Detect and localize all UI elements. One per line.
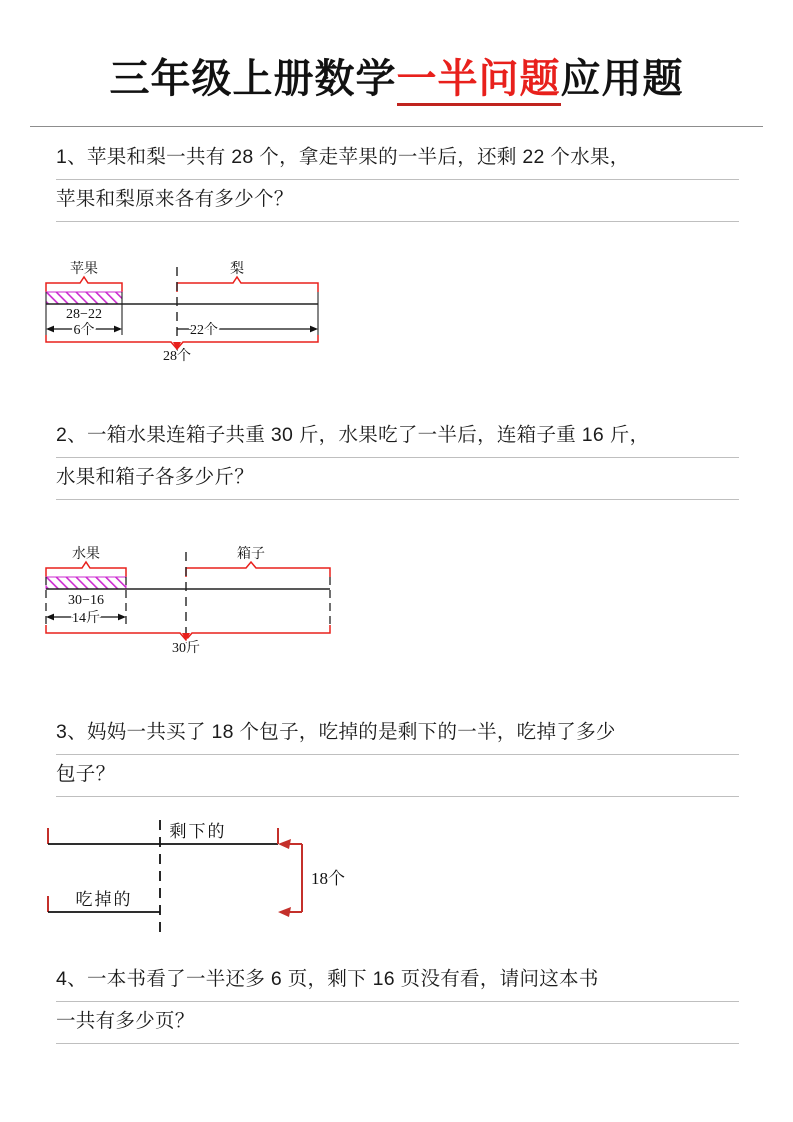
page-title [0, 58, 793, 100]
diagram-1-total-measure: 28个 [163, 349, 191, 364]
title-divider [30, 126, 763, 127]
diagram-1-left-label: 苹果 [70, 262, 98, 277]
title-text-before: 三年级上册数学 [109, 57, 397, 101]
title-text-highlight: 一半问题 [397, 57, 561, 106]
problem-2 [56, 418, 739, 502]
diagram-2-left-label: 水果 [72, 547, 100, 562]
diagram-3-top-label: 剩下的 [169, 822, 227, 841]
diagram-3-bracket-measure: 18个 [311, 869, 345, 888]
problem-2-line-1: 2、一箱水果连箱子共重 30 斤，水果吃了一半后，连箱子重 16 斤， [56, 418, 739, 460]
diagram-2-total-measure: 30斤 [172, 641, 200, 656]
problem-3 [56, 715, 739, 799]
diagram-1-expression: 28−22 [66, 307, 102, 322]
diagram-1-right-label: 梨 [230, 262, 244, 277]
diagram-3-bottom-label: 吃掉的 [75, 890, 133, 909]
problem-3-line-2: 包子？ [56, 757, 739, 799]
problem-1 [56, 140, 739, 224]
diagram-1-left-measure: 6个 [73, 323, 95, 338]
problem-4-line-2: 一共有多少页？ [56, 1004, 739, 1046]
problem-4 [56, 962, 739, 1046]
problem-2-line-2: 水果和箱子各多少斤？ [56, 460, 739, 502]
title-text-after: 应用题 [560, 57, 684, 101]
diagram-problem-2 [18, 530, 378, 655]
diagram-2-left-measure: 14斤 [72, 611, 100, 626]
problem-1-line-2: 苹果和梨原来各有多少个？ [56, 182, 739, 224]
diagram-1-right-measure: 22个 [190, 323, 218, 338]
problem-3-line-1: 3、妈妈一共买了 18 个包子，吃掉的是剩下的一半，吃掉了多少 [56, 715, 739, 757]
problem-1-line-1: 1、苹果和梨一共有 28 个，拿走苹果的一半后，还剩 22 个水果， [56, 140, 739, 182]
diagram-2-right-label: 箱子 [237, 547, 265, 562]
diagram-problem-1 [18, 245, 358, 364]
diagram-2-expression: 30−16 [68, 593, 104, 608]
diagram-problem-3 [30, 810, 370, 940]
problem-4-line-1: 4、一本书看了一半还多 6 页，剩下 16 页没有看，请问这本书 [56, 962, 739, 1004]
